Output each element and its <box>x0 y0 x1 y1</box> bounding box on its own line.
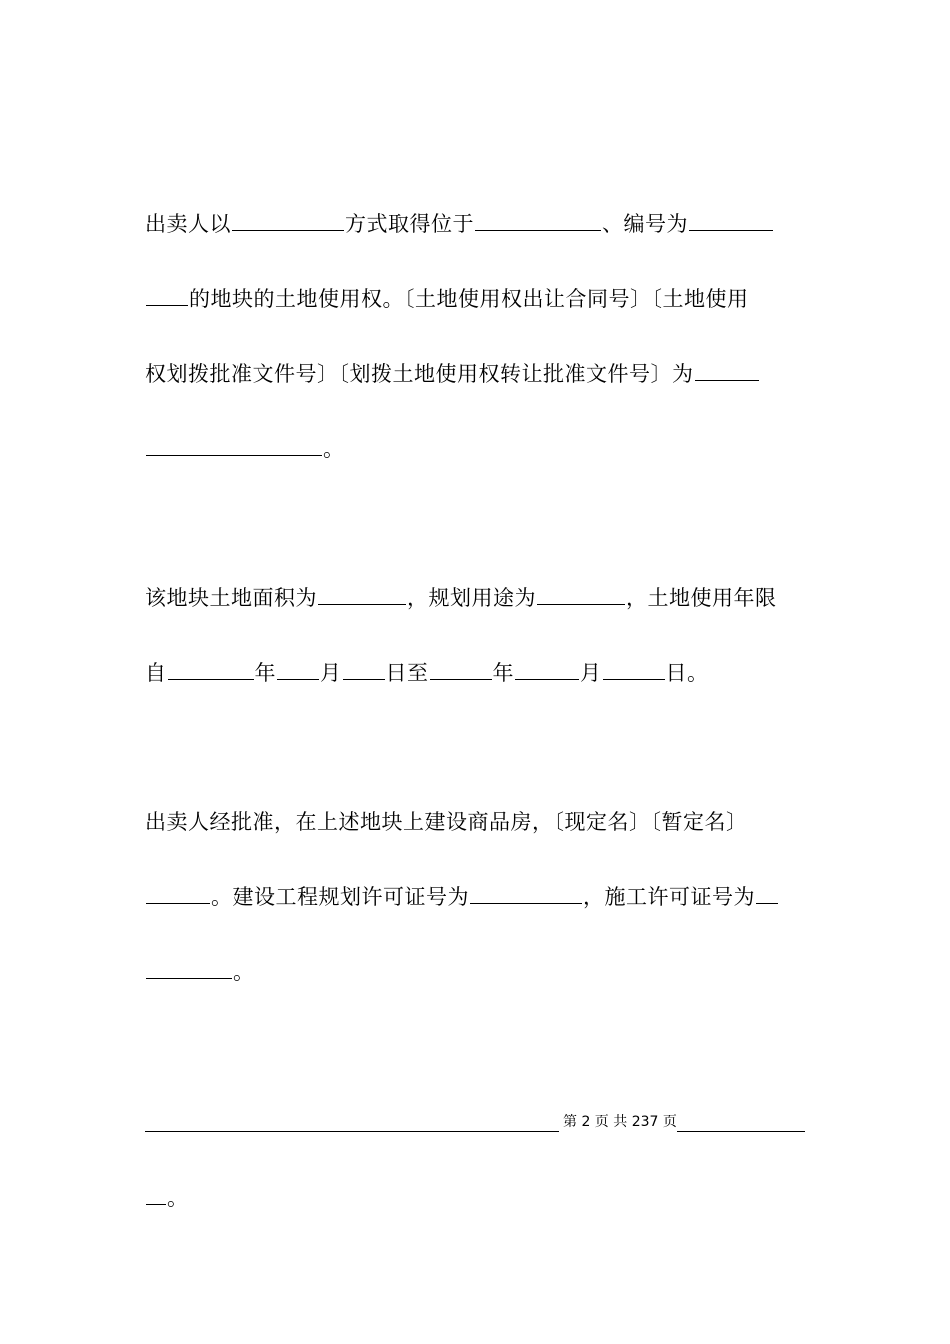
p2-l2-text-g: 日。 <box>665 661 709 685</box>
fill-blank-parcel-number-cont[interactable] <box>146 287 188 306</box>
fill-blank-construction-permit-number-cont[interactable] <box>146 960 232 979</box>
p3-l2-text-b: ，施工许可证号为 <box>583 885 755 909</box>
p1-line2 <box>145 286 805 312</box>
p3-l1-text-a: 出卖人经批准，在上述地块上建设商品房，〔现定名〕〔暂定名〕 <box>145 810 748 834</box>
p2-l2-text-e: 年 <box>492 661 514 685</box>
p3-line3 <box>145 959 805 985</box>
p2-line2 <box>145 660 805 686</box>
trailing-line <box>145 1185 805 1211</box>
p2-l1-text-a: 该地块土地面积为 <box>145 586 317 610</box>
p2-l2-text-d: 日至 <box>385 661 429 685</box>
fill-blank-contract-number-cont[interactable] <box>146 437 322 456</box>
p2-l2-text-a: 自 <box>145 661 167 685</box>
p1-l3-text-a: 权划拨批准文件号〕〔划拨土地使用权转让批准文件号〕为 <box>145 362 694 386</box>
fill-blank-start-day[interactable] <box>343 661 385 680</box>
p1-line4 <box>145 436 805 462</box>
fill-blank-parcel-number[interactable] <box>689 212 773 231</box>
fill-blank-start-year[interactable] <box>168 661 254 680</box>
fill-blank-end-month[interactable] <box>515 661 579 680</box>
p2-l1-text-b: ，规划用途为 <box>407 586 536 610</box>
fill-blank-construction-permit-number[interactable] <box>756 885 778 904</box>
p1-line3 <box>145 361 805 387</box>
fill-blank-planning-permit-number[interactable] <box>470 885 582 904</box>
p2-l2-text-f: 月 <box>580 661 602 685</box>
page-number-label: 第 2 页 共 237 页 <box>563 1114 677 1130</box>
p3-line1 <box>145 809 805 835</box>
p1-l1-text-c: 、编号为 <box>602 212 688 236</box>
fill-blank-end-day[interactable] <box>603 661 665 680</box>
p1-l2-text-a: 的地块的土地使用权。〔土地使用权出让合同号〕〔土地使用 <box>189 287 749 311</box>
fill-blank-acquisition-method[interactable] <box>232 212 344 231</box>
fill-blank-project-name[interactable] <box>146 885 210 904</box>
p2-l1-text-c: ，土地使用年限 <box>626 586 777 610</box>
p3-l3-text-a: 。 <box>233 960 255 984</box>
p3-l2-text-a: 。建设工程规划许可证号为 <box>211 885 469 909</box>
p1-l4-text-a: 。 <box>323 437 345 461</box>
fill-blank-contract-number[interactable] <box>695 362 759 381</box>
p1-l1-text-b: 方式取得位于 <box>345 212 474 236</box>
footer-rule-left <box>145 1131 559 1132</box>
p1-l1-text-a: 出卖人以 <box>145 212 231 236</box>
p2-l2-text-b: 年 <box>254 661 276 685</box>
fill-blank-end-year[interactable] <box>430 661 492 680</box>
p3-line2 <box>145 884 805 910</box>
footer-rule-right <box>677 1131 805 1132</box>
p2-line1 <box>145 585 805 611</box>
fill-blank-start-month[interactable] <box>277 661 319 680</box>
fill-blank-land-area[interactable] <box>318 586 406 605</box>
fill-blank-trailing[interactable] <box>146 1186 166 1205</box>
p2-l2-text-c: 月 <box>320 661 342 685</box>
p1-line1 <box>145 211 805 237</box>
fill-blank-location[interactable] <box>475 212 601 231</box>
trailing-text-a: 。 <box>167 1186 189 1210</box>
fill-blank-planned-use[interactable] <box>537 586 625 605</box>
